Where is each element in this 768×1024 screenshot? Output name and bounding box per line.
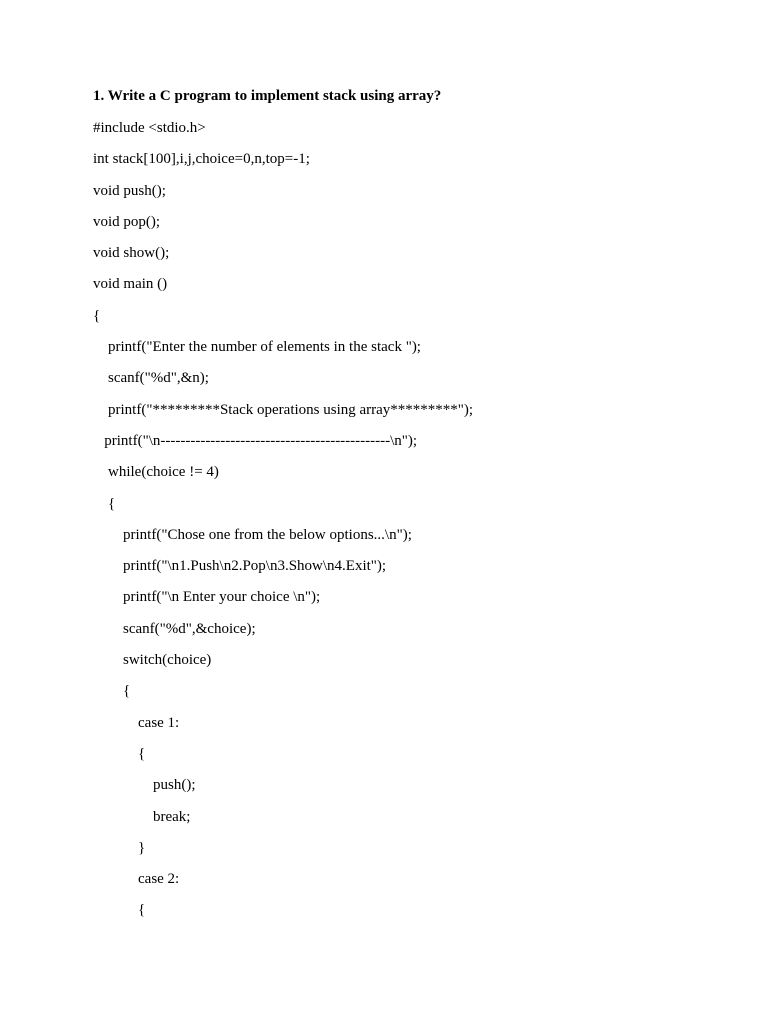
code-line: while(choice != 4) (93, 464, 219, 481)
code-line: { (93, 902, 146, 919)
code-line: printf("\n1.Push\n2.Pop\n3.Show\n4.Exit"); (93, 558, 387, 575)
code-line: #include <stdio.h> (93, 120, 206, 136)
code-line: void pop(); (93, 213, 161, 230)
code-line: { (93, 307, 101, 324)
code-line: { (93, 683, 131, 700)
code-line: { (93, 745, 146, 762)
code-line: int stack[100],i,j,choice=0,n,top=-1; (93, 151, 310, 168)
code-line: switch(choice) (93, 652, 212, 669)
code-line: scanf("%d",&choice); (93, 620, 256, 637)
code-line: printf("*********Stack operations using array*********"); (93, 401, 474, 418)
code-line: printf("\n Enter your choice \n"); (93, 589, 321, 606)
code-line: printf("\n----------------------------------------------\n"); (93, 432, 418, 449)
question-heading: 1. Write a C program to implement stack using array? (93, 88, 442, 104)
code-line: void push(); (93, 182, 166, 199)
code-line: push(); (93, 777, 196, 794)
code-line: { (93, 495, 116, 512)
code-line: case 2: (93, 871, 180, 888)
code-listing (93, 118, 473, 932)
code-line: case 1: (93, 714, 180, 731)
code-line: printf("Enter the number of elements in the stack "); (93, 339, 421, 356)
code-line: } (93, 839, 146, 856)
code-line: scanf("%d",&n); (93, 370, 209, 387)
code-line: break; (93, 808, 191, 825)
code-line: printf("Chose one from the below options...\n"); (93, 526, 412, 543)
code-line: void main () (93, 276, 168, 293)
code-line: void show(); (93, 245, 170, 262)
